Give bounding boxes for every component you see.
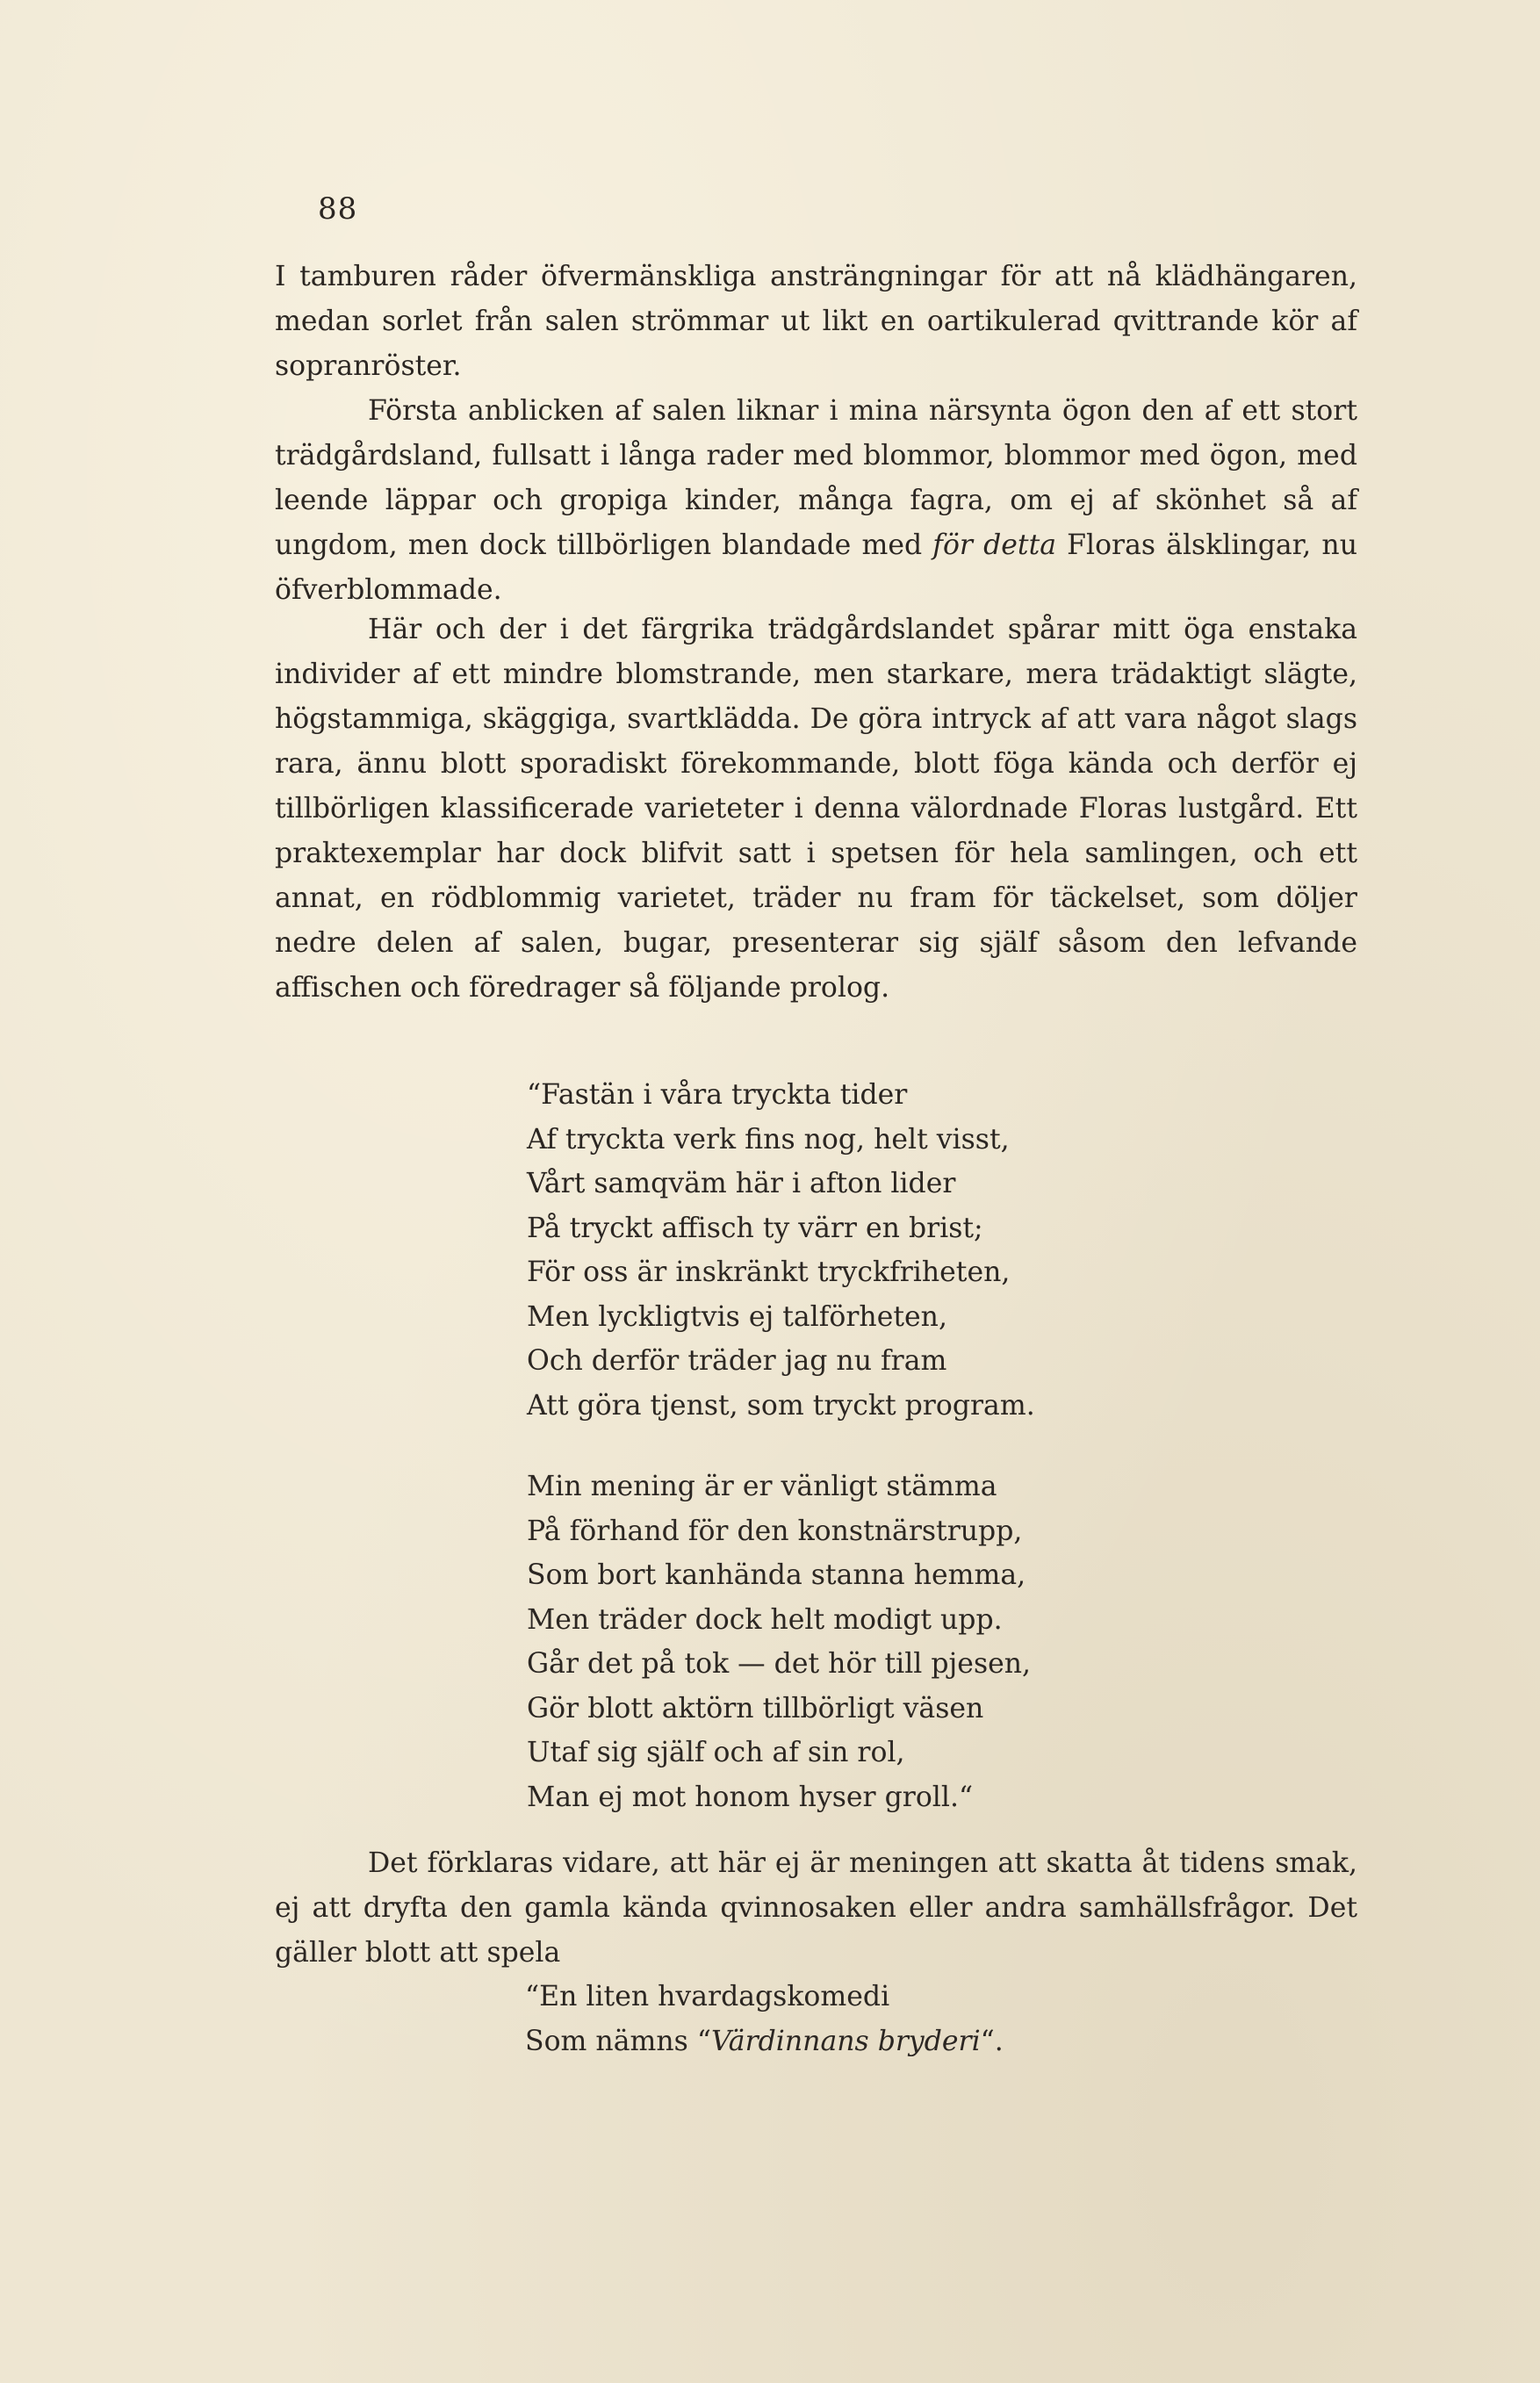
poem-line: Går det på tok — det hör till pjesen, (527, 1648, 1032, 1680)
closing-quote (525, 1975, 1227, 2064)
paragraph-text (275, 389, 1357, 613)
paragraph-text: Det förklaras vidare, att här ej är meningen att skatta åt tidens smak, ej att dryfta den gamla kända qvinnosaken eller andra samhällsfrågor. Det gäller blott att spela (275, 1847, 1357, 1969)
poem-stanza-1 (527, 1073, 1194, 1428)
page-number: 88 (318, 191, 358, 227)
poem-line: Som bort kanhända stanna hemma, (527, 1559, 1026, 1591)
poem-line: På förhand för den konstnärstrupp, (527, 1515, 1023, 1547)
poem-stanza-2 (527, 1465, 1194, 1819)
poem-line: Af tryckta verk fins nog, helt visst, (527, 1123, 1010, 1156)
poem-line: Vårt samqväm här i afton lider (527, 1168, 956, 1199)
paragraph-text: Här och der i det färgrika trädgårdslandet spårar mitt öga enstaka individer af ett mindre blomstrande, men starkare, mera trädaktigt slägte, högstammiga, skäggiga, svartklädda. De göra intryck af att vara något slags rara, ännu blott sporadiskt förekommande, blott föga kända och derför ej tillbörligen klassificerade varieteter i denna välordnade Floras lustgård. Ett praktexemplar har dock blifvit satt i spetsen för hela samlingen, och ett annat, en rödblommig varietet, träder nu fram för täckelset, som döljer nedre delen af salen, bugar, presenterar sig själf såsom den lefvande affischen och föredrager så följande prolog. (275, 614, 1357, 1004)
closing-line-1: “En liten hvardagskomedi (525, 1981, 890, 2012)
poem-line: Utaf sig själf och af sin rol, (527, 1737, 905, 1768)
poem-line: “Fastän i våra tryckta tider (527, 1079, 908, 1111)
poem-line: Och derför träder jag nu fram (527, 1345, 947, 1377)
paragraph-garden (275, 608, 1357, 1011)
paragraph-text-end: Floras älsklingar, nu öfverblommade. (275, 529, 1357, 606)
closing-line-2-prefix: Som nämns “ (525, 2026, 711, 2057)
closing-line-2 (525, 2019, 1227, 2064)
poem-line: Men träder dock helt modigt upp. (527, 1603, 1003, 1636)
paragraph-text-main: Första anblicken af salen liknar i mina närsynta ögon den af ett stort trädgårdsland, fullsatt i långa rader med blommor, blommor med ögon, med leende läppar och gropiga kinder, många fagra, om ej af skönhet så af ungdom, men dock tillbörligen blandade med (275, 395, 1357, 561)
poem-line: Gör blott aktörn tillbörligt väsen (527, 1692, 984, 1724)
paragraph-tambour (275, 255, 1357, 389)
poem-line: Att göra tjenst, som tryckt program. (527, 1389, 1035, 1422)
play-title: Värdinnans bryderi (710, 2026, 981, 2057)
paragraph-text-italic: för detta (932, 529, 1057, 561)
paragraph-text: I tamburen råder öfvermänskliga ansträngningar för att nå klädhängaren, medan sorlet från salen strömmar ut likt en oartikulerad qvittrande kör af sopranröster. (275, 261, 1357, 382)
poem-line: Man ej mot honom hyser groll.“ (527, 1781, 974, 1813)
poem-line: Men lyckligtvis ej talförheten, (527, 1300, 947, 1333)
paragraph-explanation (275, 1841, 1357, 1976)
poem-line: För oss är inskränkt tryckfriheten, (527, 1256, 1011, 1288)
closing-line-2-suffix: “. (980, 2026, 1004, 2057)
paragraph-first-glance (275, 389, 1357, 613)
poem-line: På tryckt affisch ty värr en brist; (527, 1212, 983, 1244)
poem-line: Min mening är er vänligt stämma (527, 1471, 997, 1502)
